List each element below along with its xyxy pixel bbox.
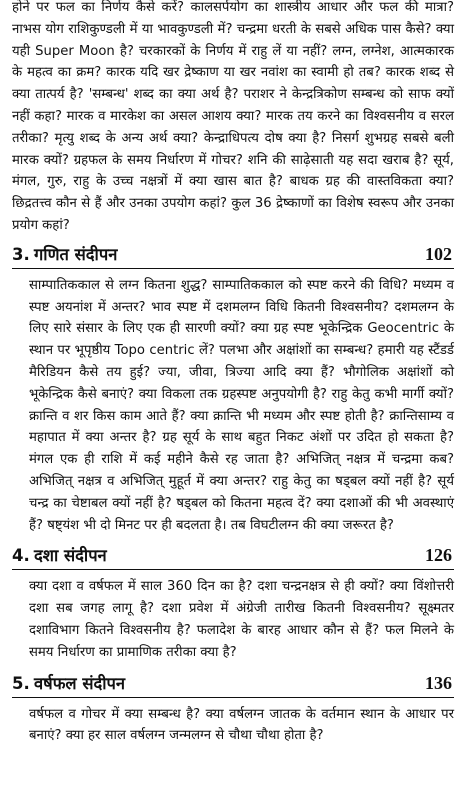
section-4-number: 4. (12, 546, 30, 566)
section-5-page-number: 136 (425, 672, 452, 693)
section-4-heading-text (12, 545, 107, 567)
intro-paragraph: होने पर फल का निर्णय कैसे करें? कालसर्पयोग का शास्त्रीय आधार और फल की मात्रा? नाभस योग राशिकुण्डली में या भावकुण्डली में? चन्द्रमा धरती के सबसे अधिक पास कैसे? क्या यही Super Moon है? चरकारकों के निर्णय में राहु लें या नहीं? लग्न, लग्नेश, आत्मकारक के महत्व का क्रम? कारक यदि खर द्रेष्काण या खर नवांश का स्वामी हो तब? कारक शब्द से क्या तात्पर्य है? 'सम्बन्ध' शब्द का क्या अर्थ है? पराशर ने केन्द्रत्रिकोण सम्बन्ध को साफ क्यों नहीं कहा? मारक व मारकेश का असल आशय क्या? मारक तय करने का विश्वसनीय व सरल तरीका? मृत्यु शब्द के अन्य अर्थ क्या? केन्द्राधिपत्य दोष क्या है? निसर्ग शुभग्रह सबसे बली मारक क्यों? ग्रहफल के समय निर्धारण में गोचर? शनि की साढ़ेसाती यह सदा खराब है? सूर्य, मंगल, गुरु, राहु के उच्च नक्षत्रों में क्या खास बात है? बाधक ग्रह की वास्तविकता क्या? छिद्रतत्त्व कौन से हैं और उनका उपयोग कहां? कुल 36 द्रेष्काणों का विशेष स्वरूप और उनका प्रयोग कहां? (12, 0, 454, 233)
section-5-title: वर्षफल संदीपन (34, 673, 126, 693)
section-heading-3 (12, 243, 454, 269)
section-4-page-number: 126 (425, 545, 452, 566)
section-5-number: 5. (12, 673, 30, 693)
section-4-title: दशा संदीपन (34, 546, 107, 566)
section-5-body: वर्षफल व गोचर में क्या सम्बन्ध है? क्या वर्षलग्न जातक के वर्तमान स्थान के आधार पर बनाएं? क्या हर साल वर्षलग्न जन्मलग्न से चौथा चौथा होता है? (29, 706, 454, 744)
section-3-page-number: 102 (425, 243, 452, 264)
section-3-heading-text (12, 244, 117, 266)
section-5-heading-text (12, 673, 125, 695)
section-heading-5 (12, 672, 454, 698)
section-3-title: गणित संदीपन (34, 244, 118, 264)
section-heading-4 (12, 544, 454, 570)
section-4-body: क्या दशा व वर्षफल में साल 360 दिन का है? दशा चन्द्रनक्षत्र से ही क्यों? क्या विंशोत्तरी दशा सब जगह लागू है? दशा प्रवेश में अंग्रेजी तारीख कितनी विश्वसनीय? सूक्ष्मतर दशाविभाग कितने विश्वसनीय है? फलादेश के बारह आधार कौन से हैं? फल मिलने के समय निर्धारण का प्रामाणिक तरीका क्या है? (29, 579, 454, 660)
section-3-body: साम्पातिककाल से लग्न कितना शुद्ध? साम्पातिककाल को स्पष्ट करने की विधि? मध्यम व स्पष्ट अयनांश में अन्तर? भाव स्पष्ट में दशमलग्न विधि कितनी विश्वसनीय? दशमलग्न के लिए सारे संसार के लिए एक ही सारणी क्यों? क्या ग्रह स्पष्ट भूकेन्द्रिक Geocentric के स्थान पर भूपृष्ठीय Topo centric लें? पलभा और अक्षांशों का सम्बन्ध? हमारी यह स्टैंडर्ड मैरिडियन कैसे तय हुई? ज्या, जीवा, त्रिज्या आदि क्या हैं? भौगोलिक अक्षांशों को भूकेन्द्रिक कैसे बनाएं? क्या विकला तक ग्रहस्पष्ट अनुपयोगी है? राहु केतु कभी मार्गी क्यों? क्रान्ति व शर किस काम आते हैं? क्या क्रान्ति भी मध्यम और स्पष्ट होती है? क्रान्तिसाम्य व महापात में क्या अन्तर है? ग्रह सूर्य के साथ बहुत निकट अंशों पर उदित हो सकता है? मंगल एक ही राशि में कई महीने कैसे रह जाता है? अभिजित् नक्षत्र में चन्द्रमा कब? अभिजित् नक्षत्र व अभिजित् मुहूर्त में क्या अन्तर? राहु केतु का षड्बल क्यों नहीं है? सूर्य चन्द्र का चेष्टाबल क्यों नहीं है? षड्बल को कितना महत्व दें? क्या दशाओं की भी अवस्थाएं हैं? षष्ट्यंश भी दो मिनट पर ही बदलता है। तब विघटीलग्न की क्या जरूरत है? (29, 277, 454, 533)
section-3-number: 3. (12, 244, 30, 264)
